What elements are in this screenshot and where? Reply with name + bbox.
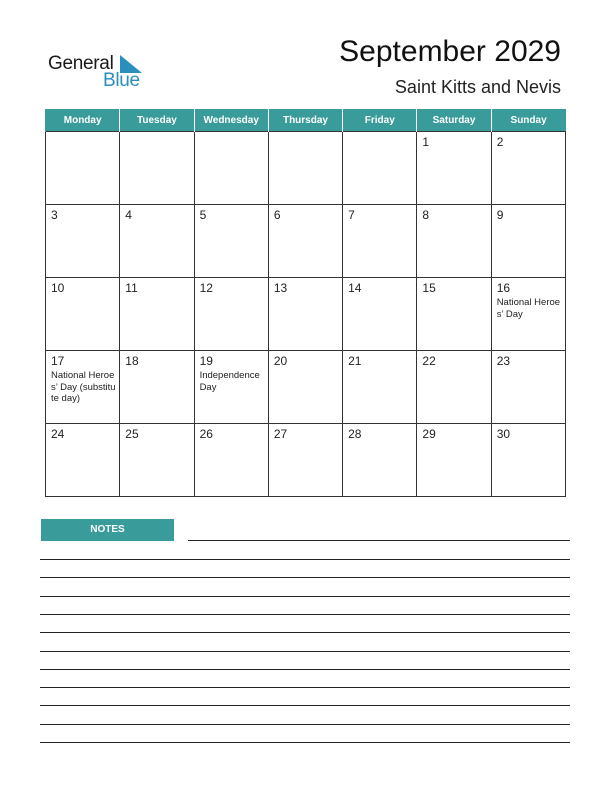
day-cell (268, 351, 342, 424)
day-number: 18 (125, 354, 139, 368)
notes-line (40, 577, 570, 578)
day-cell (417, 424, 491, 497)
day-cell (268, 205, 342, 278)
calendar-grid (45, 109, 566, 497)
day-cell (491, 424, 565, 497)
weekday-header: Tuesday (120, 109, 194, 132)
notes-line (40, 705, 570, 706)
day-number: 22 (422, 354, 436, 368)
holiday-label: National Heroes’ Day (substitute day) (51, 370, 116, 404)
day-number: 7 (348, 208, 355, 222)
notes-line (40, 669, 570, 670)
weekday-header: Sunday (491, 109, 565, 132)
day-cell (417, 132, 491, 205)
logo-text-blue: Blue (103, 70, 140, 91)
day-number: 2 (496, 135, 504, 149)
day-cell (46, 132, 120, 205)
day-number: 9 (496, 208, 504, 222)
weekday-header: Thursday (268, 109, 342, 132)
day-cell (194, 351, 268, 424)
week-row (46, 205, 566, 278)
day-number: 8 (422, 208, 430, 222)
day-number: 20 (273, 354, 288, 368)
calendar-country: Saint Kitts and Nevis (394, 77, 561, 97)
day-cell (343, 132, 417, 205)
day-cell (491, 278, 565, 351)
notes-line (188, 540, 570, 541)
day-cell (46, 424, 120, 497)
day-cell (491, 205, 565, 278)
day-number: 11 (125, 281, 138, 295)
notes-line (40, 559, 570, 560)
day-cell (120, 424, 194, 497)
day-number: 13 (273, 281, 288, 295)
notes-line (40, 632, 570, 633)
week-row (46, 424, 566, 497)
day-cell (417, 278, 491, 351)
notes-line (40, 614, 570, 615)
day-number: 28 (348, 427, 362, 441)
day-cell (491, 132, 565, 205)
day-number: 19 (199, 354, 213, 368)
weekday-header: Wednesday (194, 109, 268, 132)
holiday-label: Independence Day (199, 370, 260, 393)
day-number: 1 (422, 135, 430, 149)
weekday-header: Saturday (417, 109, 491, 132)
notes-line (40, 687, 570, 688)
day-number: 4 (125, 208, 132, 222)
weekday-header-row (46, 109, 566, 132)
notes-line (40, 724, 570, 725)
day-cell (417, 351, 491, 424)
day-cell (194, 278, 268, 351)
week-row (46, 278, 566, 351)
weekday-header: Monday (46, 109, 120, 132)
day-cell (343, 205, 417, 278)
day-cell (46, 351, 120, 424)
day-cell (194, 132, 268, 205)
day-cell (120, 278, 194, 351)
day-number: 24 (51, 427, 65, 441)
calendar-title: September 2029 (339, 35, 561, 68)
day-number: 16 (496, 281, 511, 295)
day-number: 10 (51, 281, 65, 295)
day-number: 21 (348, 354, 362, 368)
day-number: 29 (422, 427, 436, 441)
day-cell (120, 351, 194, 424)
logo-text-general: General (48, 53, 114, 74)
day-cell (46, 278, 120, 351)
day-cell (120, 205, 194, 278)
notes-label: NOTES (41, 519, 174, 541)
day-cell (194, 424, 268, 497)
day-number: 26 (199, 427, 213, 441)
day-cell (343, 424, 417, 497)
notes-line (40, 596, 570, 597)
brand-logo (48, 53, 148, 93)
day-cell (268, 424, 342, 497)
day-number: 27 (273, 427, 288, 441)
notes-line (40, 742, 570, 743)
day-number: 30 (496, 427, 511, 441)
day-cell (491, 351, 565, 424)
day-cell (194, 205, 268, 278)
day-number: 12 (199, 281, 213, 295)
day-number: 14 (348, 281, 362, 295)
day-number: 23 (496, 354, 511, 368)
day-cell (343, 278, 417, 351)
day-number: 6 (273, 208, 281, 222)
weekday-header: Friday (343, 109, 417, 132)
day-cell (120, 132, 194, 205)
day-number: 15 (422, 281, 436, 295)
day-cell (343, 351, 417, 424)
day-cell (268, 132, 342, 205)
day-number: 25 (125, 427, 139, 441)
holiday-label: National Heroes’ Day (496, 297, 561, 320)
week-row (46, 132, 566, 205)
week-row (46, 351, 566, 424)
day-number: 3 (51, 208, 58, 222)
day-number: 5 (199, 208, 207, 222)
day-cell (46, 205, 120, 278)
day-cell (268, 278, 342, 351)
day-cell (417, 205, 491, 278)
notes-line (40, 651, 570, 652)
day-number: 17 (51, 354, 65, 368)
